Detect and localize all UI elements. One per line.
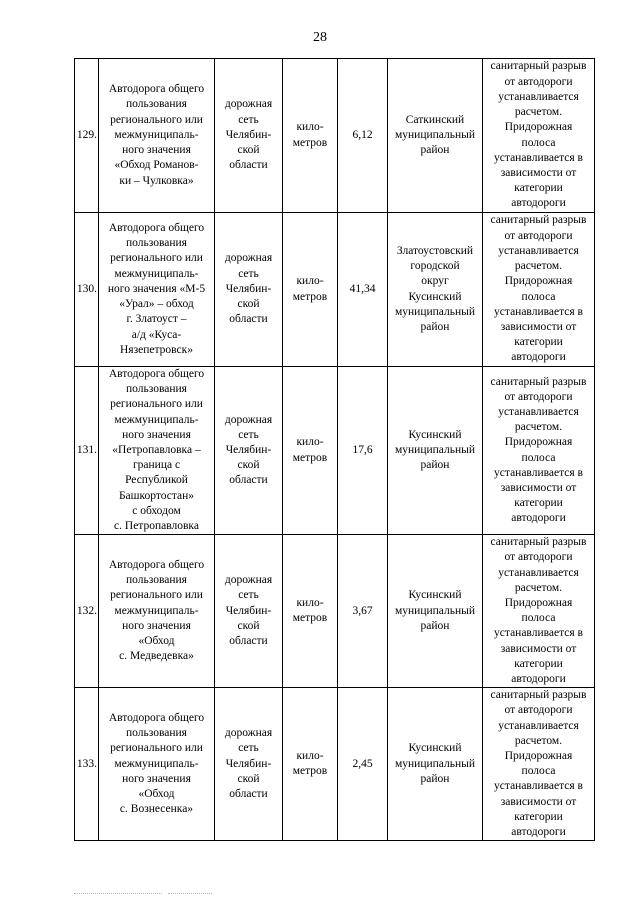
road-name: Автодорога общего пользования регионального или межмуниципаль- ного значения «Петропавловка – граница с Республикой Башкортостан» с обходом с. Петропавловка [99, 367, 215, 535]
district: Кусинский муниципальный район [388, 688, 483, 841]
district: Златоустовский городской округ Кусинский муниципальный район [388, 213, 483, 367]
row-number: 129. [75, 59, 99, 213]
zone-note: санитарный разрыв от автодороги устанавливается расчетом. Придорожная полоса устанавливается в зависимости от категории автодороги [483, 535, 595, 688]
page-number: 28 [313, 30, 327, 45]
table-row [75, 213, 595, 367]
district: Саткинский муниципальный район [388, 59, 483, 213]
footer-rule-right [168, 893, 212, 894]
district: Кусинский муниципальный район [388, 535, 483, 688]
length-unit: кило- метров [283, 367, 338, 535]
road-network: дорожная сеть Челябин- ской области [215, 535, 283, 688]
row-number: 131. [75, 367, 99, 535]
road-name: Автодорога общего пользования регионального или межмуниципаль- ного значения «Обход Романов- ки – Чулковка» [99, 59, 215, 213]
row-number: 133. [75, 688, 99, 841]
table-row [75, 535, 595, 688]
table-row [75, 688, 595, 841]
length-unit: кило- метров [283, 688, 338, 841]
road-length: 17,6 [338, 367, 388, 535]
zone-note: санитарный разрыв от автодороги устанавливается расчетом. Придорожная полоса устанавливается в зависимости от категории автодороги [483, 59, 595, 213]
zone-note: санитарный разрыв от автодороги устанавливается расчетом. Придорожная полоса устанавливается в зависимости от категории автодороги [483, 367, 595, 535]
length-unit: кило- метров [283, 535, 338, 688]
length-unit: кило- метров [283, 59, 338, 213]
table-row [75, 367, 595, 535]
road-length: 6,12 [338, 59, 388, 213]
road-length: 41,34 [338, 213, 388, 367]
road-network: дорожная сеть Челябин- ской области [215, 213, 283, 367]
road-name: Автодорога общего пользования регионального или межмуниципаль- ного значения «М-5 «Урал» – обход г. Златоуст – а/д «Куса- Нязепетровск» [99, 213, 215, 367]
roads-table [74, 58, 595, 841]
table-row [75, 59, 595, 213]
row-number: 130. [75, 213, 99, 367]
road-name: Автодорога общего пользования регионального или межмуниципаль- ного значения «Обход с. Медведевка» [99, 535, 215, 688]
road-name: Автодорога общего пользования регионального или межмуниципаль- ного значения «Обход с. Вознесенка» [99, 688, 215, 841]
zone-note: санитарный разрыв от автодороги устанавливается расчетом. Придорожная полоса устанавливается в зависимости от категории автодороги [483, 688, 595, 841]
row-number: 132. [75, 535, 99, 688]
footer-rule-left [74, 893, 162, 894]
length-unit: кило- метров [283, 213, 338, 367]
road-network: дорожная сеть Челябин- ской области [215, 688, 283, 841]
district: Кусинский муниципальный район [388, 367, 483, 535]
road-length: 3,67 [338, 535, 388, 688]
road-network: дорожная сеть Челябин- ской области [215, 59, 283, 213]
road-length: 2,45 [338, 688, 388, 841]
road-network: дорожная сеть Челябин- ской области [215, 367, 283, 535]
zone-note: санитарный разрыв от автодороги устанавливается расчетом. Придорожная полоса устанавливается в зависимости от категории автодороги [483, 213, 595, 367]
